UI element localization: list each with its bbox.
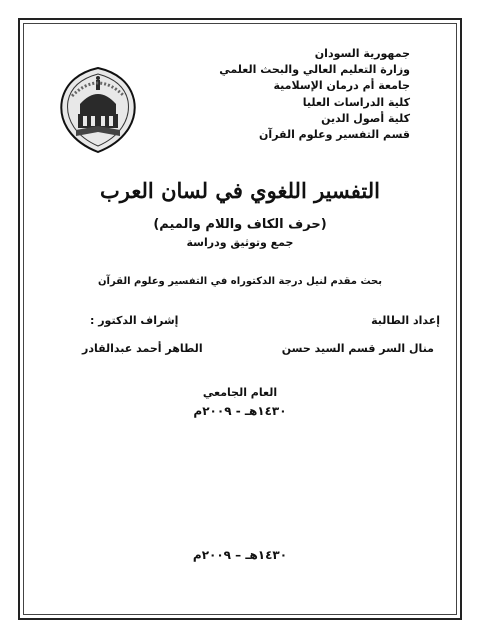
- student-label: إعداد الطالبة: [371, 314, 440, 327]
- thesis-title: التفسير اللغوي في لسان العرب: [100, 178, 380, 203]
- header-line-ministry: وزارة التعليم العالي والبحث العلمي: [219, 63, 410, 77]
- student-name: منال السر قسم السيد حسن: [281, 342, 434, 355]
- header-line-university: جامعة أم درمان الإسلامية: [273, 79, 410, 93]
- thesis-method: جمع وتوثيق ودراسة: [186, 236, 294, 249]
- header-line-faculty: كلية أصول الدين: [321, 111, 410, 125]
- research-statement: بحث مقدم لنيل درجة الدكتوراه في التفسير وعلوم القرآن: [97, 276, 382, 287]
- academic-year-value: ١٤٣٠هـ - ٢٠٠٩م: [193, 404, 287, 418]
- footer-year: ١٤٣٠هـ – ٢٠٠٩م: [192, 548, 288, 562]
- header-line-department: قسم التفسير وعلوم القرآن: [259, 128, 410, 142]
- academic-year-label: العام الجامعي: [202, 386, 278, 399]
- institution-header: [210, 46, 410, 143]
- university-seal-icon: [58, 66, 138, 154]
- header-line-country: جمهورية السودان: [314, 47, 410, 60]
- thesis-subtitle: (حرف الكاف واللام والميم): [153, 217, 327, 232]
- supervisor-label: إشراف الدكتور :: [90, 314, 179, 327]
- header-line-graduate-college: كلية الدراسات العليا: [302, 95, 410, 109]
- supervisor-name: الطاهر أحمد عبدالقادر: [82, 342, 203, 355]
